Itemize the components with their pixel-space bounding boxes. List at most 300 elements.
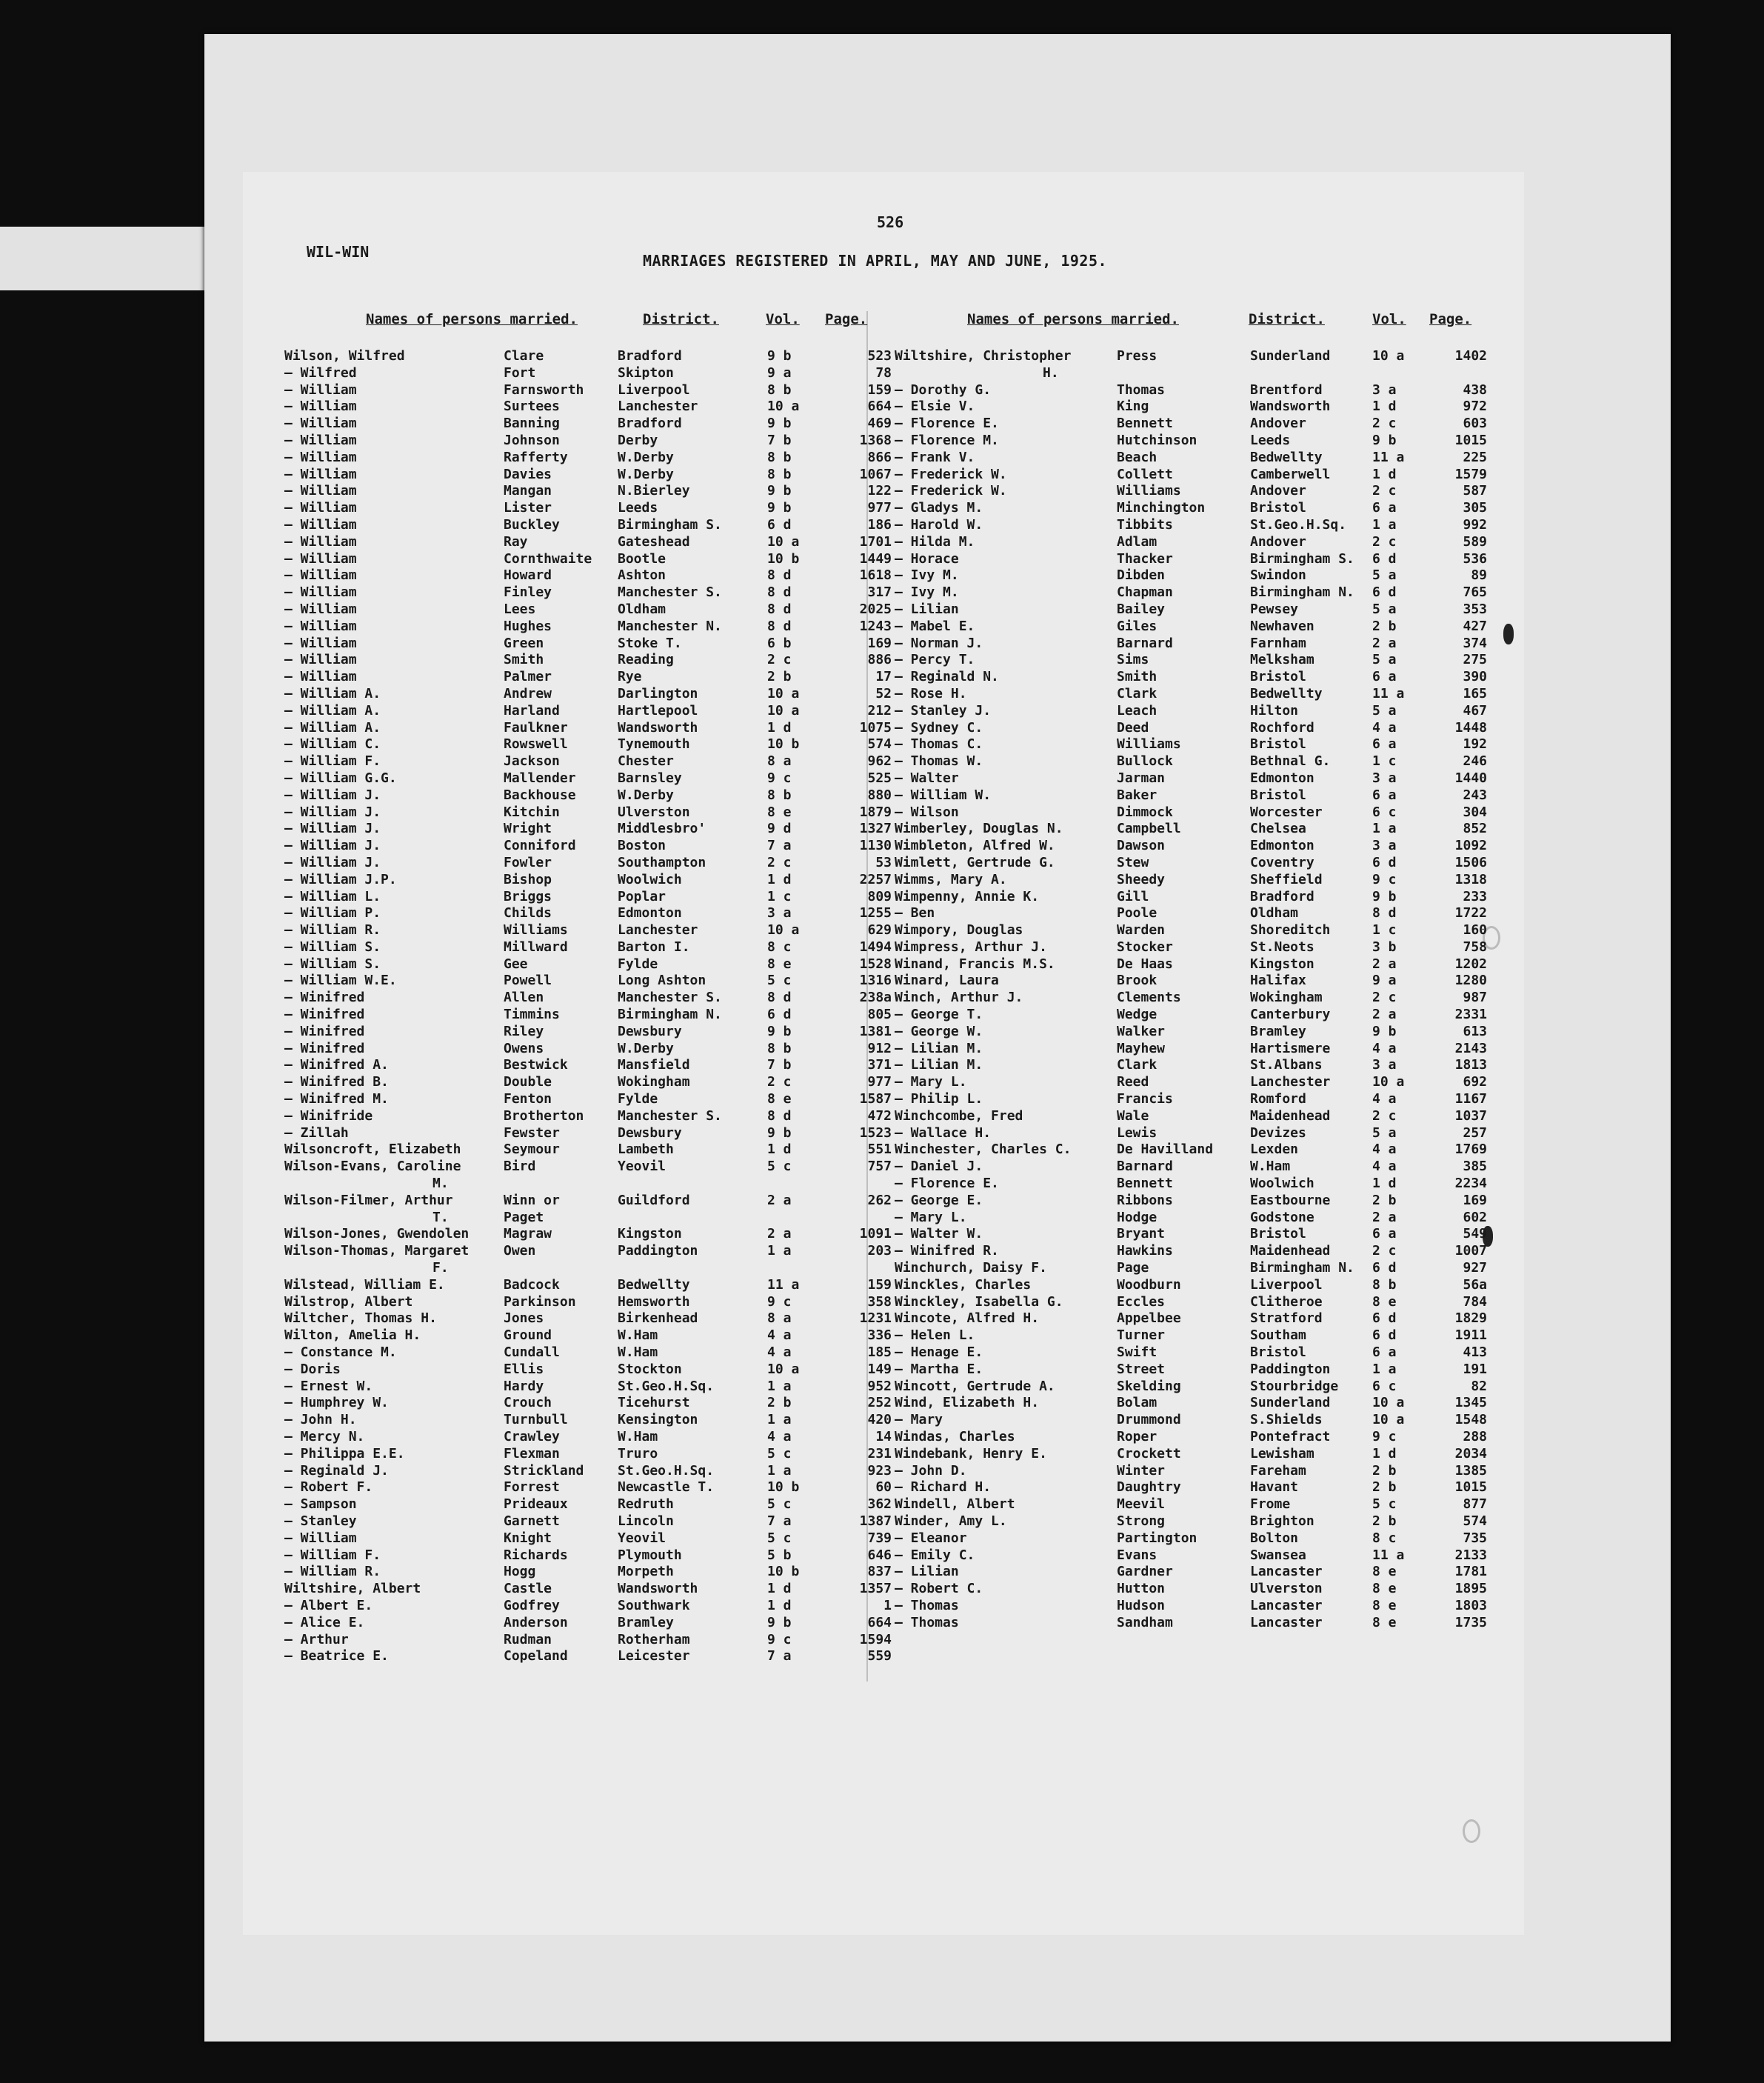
header-district: District. [1249, 311, 1325, 327]
entry-vol: 6 a [1372, 787, 1397, 803]
entry-row [284, 838, 892, 855]
entry-name: — Gladys M. [895, 500, 983, 516]
entry-district: Lincoln [618, 1513, 674, 1529]
entry-name: — William [284, 635, 357, 651]
entry-vol: 6 d [767, 516, 792, 533]
entry-name: — William P. [284, 905, 381, 921]
entry-page: 336 [867, 1327, 892, 1344]
entry-row [284, 1125, 892, 1142]
entry-row [895, 855, 1487, 872]
entry-name: — Mary [895, 1412, 943, 1428]
entry-name: — William J.P. [284, 871, 397, 887]
entry-row [895, 467, 1487, 484]
entry-district: Rochford [1250, 719, 1314, 736]
entry-vol: 8 e [1372, 1564, 1397, 1580]
entry-page: 574 [1463, 1513, 1487, 1529]
entry-district: W.Derby [618, 787, 674, 803]
entry-vol: 6 b [767, 635, 792, 651]
entry-district: Coventry [1250, 854, 1314, 870]
entry-page: 603 [1463, 416, 1487, 432]
entry-vol: 7 b [767, 1057, 792, 1073]
entry-district: Swindon [1250, 567, 1306, 584]
entry-spouse: Backhouse [504, 787, 576, 803]
header-page: Page. [825, 311, 868, 327]
entry-name: — Martha E. [895, 1361, 983, 1377]
entry-name: — William J. [284, 854, 381, 870]
entry-vol: 1 a [1372, 821, 1397, 837]
right-column [895, 311, 1487, 1632]
entry-vol: 9 c [767, 1293, 792, 1310]
entry-district: Melksham [1250, 652, 1314, 668]
entry-page: 203 [867, 1243, 892, 1259]
entry-district: W.Ham [618, 1344, 658, 1361]
entry-page: 1803 [1454, 1597, 1487, 1613]
entry-page: 160 [1463, 922, 1487, 939]
entry-vol: 9 b [1372, 888, 1397, 904]
entry-district: Lanchester [618, 399, 698, 415]
entry-page: 1494 [859, 939, 892, 955]
entry-district: Gateshead [618, 533, 690, 550]
entry-vol: 1 c [1372, 922, 1397, 939]
header-district: District. [643, 311, 719, 327]
entry-spouse: Stew [1117, 854, 1149, 870]
entry-name: — Robert C. [895, 1581, 983, 1597]
entry-district: Bristol [1250, 736, 1306, 753]
entry-vol: 6 d [1372, 584, 1397, 601]
entry-name: — Arthur [284, 1631, 349, 1647]
entry-page: 238a [859, 990, 892, 1006]
entry-name: — Harold W. [895, 516, 983, 533]
entry-vol: 8 e [767, 804, 792, 820]
entry-vol: 1 d [1372, 1445, 1397, 1462]
entry-spouse: Crouch [504, 1395, 552, 1411]
entry-page: 587 [1463, 483, 1487, 499]
entry-page: 757 [867, 1159, 892, 1175]
entry-district: Southam [1250, 1327, 1306, 1344]
entry-vol: 1 a [767, 1243, 792, 1259]
entry-spouse: Flexman [504, 1445, 560, 1462]
entry-vol: 2 b [767, 1395, 792, 1411]
entry-vol: 11 a [767, 1276, 800, 1293]
entry-name: Wincote, Alfred H. [895, 1310, 1040, 1327]
entry-row [895, 838, 1487, 855]
entry-name: — William [284, 601, 357, 617]
entry-spouse: Francis [1117, 1091, 1173, 1107]
entry-district: Oldham [1250, 905, 1299, 921]
entry-name: Winchcombe, Fred [895, 1107, 1023, 1124]
entry-page: 192 [1463, 736, 1487, 753]
entry-continuation [895, 365, 1487, 382]
entry-district: Lancaster [1250, 1597, 1323, 1613]
entry-name: — Rose H. [895, 685, 967, 701]
entry-row [895, 1125, 1487, 1142]
entry-page: 551 [867, 1142, 892, 1158]
header-vol: Vol. [1372, 311, 1406, 327]
entry-page: 467 [1463, 702, 1487, 719]
entry-district: Stockton [618, 1361, 682, 1377]
entry-vol: 8 b [767, 449, 792, 465]
entry-district: Bedwellty [618, 1276, 690, 1293]
entry-page: 1015 [1454, 432, 1487, 448]
header-vol: Vol. [766, 311, 800, 327]
entry-vol: 10 a [1372, 348, 1405, 364]
entry-vol: 1 a [767, 1378, 792, 1394]
entry-vol: 10 b [767, 550, 800, 567]
entry-name: — Philippa E.E. [284, 1445, 405, 1462]
entry-row [284, 669, 892, 686]
entry-vol: 2 c [1372, 533, 1397, 550]
entry-vol: 1 d [767, 1581, 792, 1597]
entry-spouse: Winn or [504, 1192, 560, 1208]
entry-district: Andover [1250, 533, 1306, 550]
entry-row [284, 1024, 892, 1041]
entry-page: 758 [1463, 939, 1487, 955]
entry-vol: 5 c [767, 1496, 792, 1513]
entry-name-continuation: H. [1043, 364, 1059, 381]
entry-row [284, 804, 892, 821]
left-paper-strip [0, 227, 222, 290]
header-page: Page. [1429, 311, 1472, 327]
entry-spouse: Crockett [1117, 1445, 1181, 1462]
entry-vol: 6 d [1372, 854, 1397, 870]
entry-page: 252 [867, 1395, 892, 1411]
entry-row [895, 1041, 1487, 1058]
entry-page: 1879 [859, 804, 892, 820]
entry-vol: 1 c [1372, 753, 1397, 770]
entry-page: 1327 [859, 821, 892, 837]
entry-district: W.Derby [618, 1040, 674, 1056]
entry-name: — Winifred B. [284, 1074, 389, 1090]
entry-spouse: Farnsworth [504, 381, 584, 398]
entry-spouse: Bird [504, 1159, 536, 1175]
entry-row [284, 1564, 892, 1581]
entry-page: 1130 [859, 838, 892, 854]
entry-spouse: Brook [1117, 973, 1157, 989]
entry-page: 353 [1463, 601, 1487, 617]
entry-district: Romford [1250, 1091, 1306, 1107]
entry-name: — Florence M. [895, 432, 999, 448]
entry-vol: 9 b [1372, 432, 1397, 448]
entry-spouse: De Haas [1117, 956, 1173, 972]
entry-spouse: Lister [504, 500, 552, 516]
entry-vol: 4 a [1372, 1040, 1397, 1056]
entry-vol: 4 a [1372, 719, 1397, 736]
entry-row [284, 905, 892, 922]
entry-spouse: Clare [504, 348, 544, 364]
entry-name: — Frank V. [895, 449, 975, 465]
entry-row [284, 1598, 892, 1615]
entry-name: — Beatrice E. [284, 1648, 389, 1664]
entry-spouse: Bailey [1117, 601, 1166, 617]
entry-row [284, 1648, 892, 1665]
entry-name: — Winifred [284, 1007, 365, 1023]
entry-page: 1092 [1454, 838, 1487, 854]
entry-vol: 6 d [1372, 550, 1397, 567]
entry-page: 866 [867, 449, 892, 465]
entry-page: 257 [1463, 1124, 1487, 1141]
entry-page: 972 [1463, 399, 1487, 415]
entry-spouse: Collett [1117, 466, 1173, 482]
entry-row [895, 1564, 1487, 1581]
entry-name: — William [284, 483, 357, 499]
entry-name: — William L. [284, 888, 381, 904]
entry-page: 1368 [859, 432, 892, 448]
entry-row [284, 753, 892, 770]
entry-vol: 9 c [767, 770, 792, 786]
entry-name: — Winifred R. [895, 1243, 999, 1259]
entry-vol: 3 a [1372, 838, 1397, 854]
entry-page: 186 [867, 516, 892, 533]
entry-spouse: Wale [1117, 1107, 1149, 1124]
entry-name: — William [284, 432, 357, 448]
entry-name: Wimpress, Arthur J. [895, 939, 1047, 955]
entry-vol: 7 a [767, 838, 792, 854]
entry-vol: 1 d [1372, 466, 1397, 482]
entry-page: 880 [867, 787, 892, 803]
entry-row [284, 567, 892, 584]
entry-spouse: Lewis [1117, 1124, 1157, 1141]
entry-row [895, 483, 1487, 500]
entry-vol: 2 b [1372, 1192, 1397, 1208]
entry-spouse: Bolam [1117, 1395, 1157, 1411]
entry-spouse: Hutchinson [1117, 432, 1197, 448]
entry-district: Manchester S. [618, 584, 722, 601]
entry-district: St.Neots [1250, 939, 1314, 955]
entry-spouse: Smith [504, 652, 544, 668]
entry-name: — Mary L. [895, 1209, 967, 1225]
entry-page: 1448 [1454, 719, 1487, 736]
entry-row [895, 1260, 1487, 1277]
entry-name: — Florence E. [895, 416, 999, 432]
entry-name: — Henage E. [895, 1344, 983, 1361]
entry-page: 589 [1463, 533, 1487, 550]
entry-row [895, 399, 1487, 416]
entry-district: Fareham [1250, 1462, 1306, 1479]
entry-page: 2025 [859, 601, 892, 617]
entry-vol: 8 b [767, 787, 792, 803]
entry-row [895, 770, 1487, 787]
entry-row [895, 1547, 1487, 1564]
entry-page: 53 [875, 854, 892, 870]
entry-row [284, 1513, 892, 1530]
entry-name: — Elsie V. [895, 399, 975, 415]
entry-vol: 7 a [767, 1648, 792, 1664]
entry-vol: 10 a [767, 702, 800, 719]
entry-name: — Wilfred [284, 364, 357, 381]
entry-spouse: Ribbons [1117, 1192, 1173, 1208]
entry-row [895, 703, 1487, 720]
entry-row [895, 1176, 1487, 1193]
entry-row [284, 973, 892, 990]
entry-spouse: Thomas [1117, 381, 1166, 398]
entry-spouse: Garnett [504, 1513, 560, 1529]
entry-vol: 6 a [1372, 1344, 1397, 1361]
entry-spouse: De Havilland [1117, 1142, 1214, 1158]
header-names: Names of persons married. [366, 311, 578, 327]
entry-name: Wilson-Evans, Caroline [284, 1159, 461, 1175]
entry-spouse: Appelbee [1117, 1310, 1181, 1327]
entry-spouse: Green [504, 635, 544, 651]
entry-district: St.Albans [1250, 1057, 1323, 1073]
entry-row [895, 1463, 1487, 1480]
entry-name: — William [284, 550, 357, 567]
entry-row [284, 1091, 892, 1108]
entry-list [895, 348, 1487, 1632]
entry-district: Halifax [1250, 973, 1306, 989]
entry-name: — William R. [284, 1564, 381, 1580]
entry-vol: 6 a [1372, 669, 1397, 685]
entry-district: Oldham [618, 601, 666, 617]
entry-vol: 3 a [767, 905, 792, 921]
entry-name: — Mabel E. [895, 618, 975, 634]
entry-row [284, 534, 892, 551]
entry-page: 358 [867, 1293, 892, 1310]
entry-spouse: Rafferty [504, 449, 568, 465]
entry-district: Lancaster [1250, 1614, 1323, 1630]
entry-row [284, 1429, 892, 1446]
entry-row [284, 500, 892, 517]
entry-vol: 10 a [767, 685, 800, 701]
entry-page: 1015 [1454, 1479, 1487, 1496]
entry-page: 927 [1463, 1260, 1487, 1276]
entry-vol: 2 a [1372, 956, 1397, 972]
entry-district: Wokingham [1250, 990, 1323, 1006]
entry-vol: 2 a [1372, 1007, 1397, 1023]
entry-vol: 1 d [767, 871, 792, 887]
entry-spouse: Gardner [1117, 1564, 1173, 1580]
entry-district: Bristol [1250, 500, 1306, 516]
entry-row [895, 686, 1487, 703]
entry-vol: 2 b [1372, 618, 1397, 634]
entry-name: — Lilian [895, 1564, 959, 1580]
entry-page: 469 [867, 416, 892, 432]
entry-district: Havant [1250, 1479, 1299, 1496]
entry-name: Winchurch, Daisy F. [895, 1260, 1047, 1276]
entry-name: — Norman J. [895, 635, 983, 651]
entry-district: Frome [1250, 1496, 1291, 1513]
entry-vol: 8 b [767, 1040, 792, 1056]
entry-district: Yeovil [618, 1530, 666, 1546]
entry-vol: 10 b [767, 736, 800, 753]
entry-district: Reading [618, 652, 674, 668]
entry-page: 837 [867, 1564, 892, 1580]
entry-name: — William F. [284, 753, 381, 770]
entry-row [895, 500, 1487, 517]
ink-mark [1503, 624, 1514, 644]
entry-district: Paddington [618, 1243, 698, 1259]
entry-district: Birkenhead [618, 1310, 698, 1327]
entry-vol: 9 b [1372, 1023, 1397, 1039]
entry-spouse: Timmins [504, 1007, 560, 1023]
entry-district: Camberwell [1250, 466, 1331, 482]
entry-page: 1402 [1454, 348, 1487, 364]
entry-district: Sheffield [1250, 871, 1323, 887]
entry-vol: 8 b [767, 466, 792, 482]
entry-vol: 8 e [767, 1091, 792, 1107]
entry-name: — George T. [895, 1007, 983, 1023]
entry-name: — William [284, 500, 357, 516]
entry-spouse: Finley [504, 584, 552, 601]
entry-name: — William C. [284, 736, 381, 753]
entry-name: — Frederick W. [895, 483, 1007, 499]
entry-district: Worcester [1250, 804, 1323, 820]
entry-row [895, 382, 1487, 399]
entry-row [284, 872, 892, 889]
entry-district: Bethnal G. [1250, 753, 1331, 770]
entry-district: Ulverston [618, 804, 690, 820]
entry-page: 1 [883, 1597, 892, 1613]
entry-name: — William [284, 449, 357, 465]
entry-spouse: Strong [1117, 1513, 1166, 1529]
entry-district: Bristol [1250, 1226, 1306, 1242]
entry-page: 1075 [859, 719, 892, 736]
entry-name: — George W. [895, 1023, 983, 1039]
entry-name: — William F. [284, 1547, 381, 1563]
entry-name: — John H. [284, 1412, 357, 1428]
entry-vol: 6 a [1372, 736, 1397, 753]
entry-name: — Walter [895, 770, 959, 786]
entry-row [284, 1007, 892, 1024]
entry-district: Ticehurst [618, 1395, 690, 1411]
entry-name: — George E. [895, 1192, 983, 1208]
entry-name: Winch, Arthur J. [895, 990, 1023, 1006]
entry-vol: 1 a [767, 1462, 792, 1479]
entry-page: 362 [867, 1496, 892, 1513]
entry-vol: 2 a [767, 1226, 792, 1242]
entry-page: 2234 [1454, 1176, 1487, 1192]
entry-name: — Stanley J. [895, 702, 992, 719]
entry-spouse: Johnson [504, 432, 560, 448]
entry-name: — Philip L. [895, 1091, 983, 1107]
entry-spouse: Mayhew [1117, 1040, 1166, 1056]
entry-page: 765 [1463, 584, 1487, 601]
entry-district: W.Ham [618, 1327, 658, 1344]
entry-vol: 2 a [1372, 1209, 1397, 1225]
entry-page: 1548 [1454, 1412, 1487, 1428]
entry-vol: 1 c [767, 888, 792, 904]
entry-name: — William [284, 533, 357, 550]
entry-row [895, 551, 1487, 568]
entry-district: S.Shields [1250, 1412, 1323, 1428]
entry-spouse: Wedge [1117, 1007, 1157, 1023]
entry-spouse: Stocker [1117, 939, 1173, 955]
column-header [284, 311, 892, 348]
entry-name: — Winifred [284, 1023, 365, 1039]
entry-row [895, 1193, 1487, 1210]
entry-spouse: Gill [1117, 888, 1149, 904]
entry-list [284, 348, 892, 1665]
entry-vol: 1 d [1372, 1176, 1397, 1192]
entry-row [895, 1310, 1487, 1327]
entry-row [284, 584, 892, 601]
entry-name: — William [284, 399, 357, 415]
entry-spouse: Godfrey [504, 1597, 560, 1613]
entry-spouse: Jackson [504, 753, 560, 770]
entry-district: Dewsbury [618, 1023, 682, 1039]
entry-district: Edmonton [618, 905, 682, 921]
entry-page: 1701 [859, 533, 892, 550]
entry-spouse: Poole [1117, 905, 1157, 921]
entry-page: 1280 [1454, 973, 1487, 989]
entry-district: Hartismere [1250, 1040, 1331, 1056]
entry-district: Southampton [618, 854, 706, 870]
entry-page: 420 [867, 1412, 892, 1428]
entry-spouse: Anderson [504, 1614, 568, 1630]
entry-page: 877 [1463, 1496, 1487, 1513]
entry-vol: 4 a [767, 1429, 792, 1444]
entry-district: Skipton [618, 364, 674, 381]
entry-row [284, 1344, 892, 1362]
